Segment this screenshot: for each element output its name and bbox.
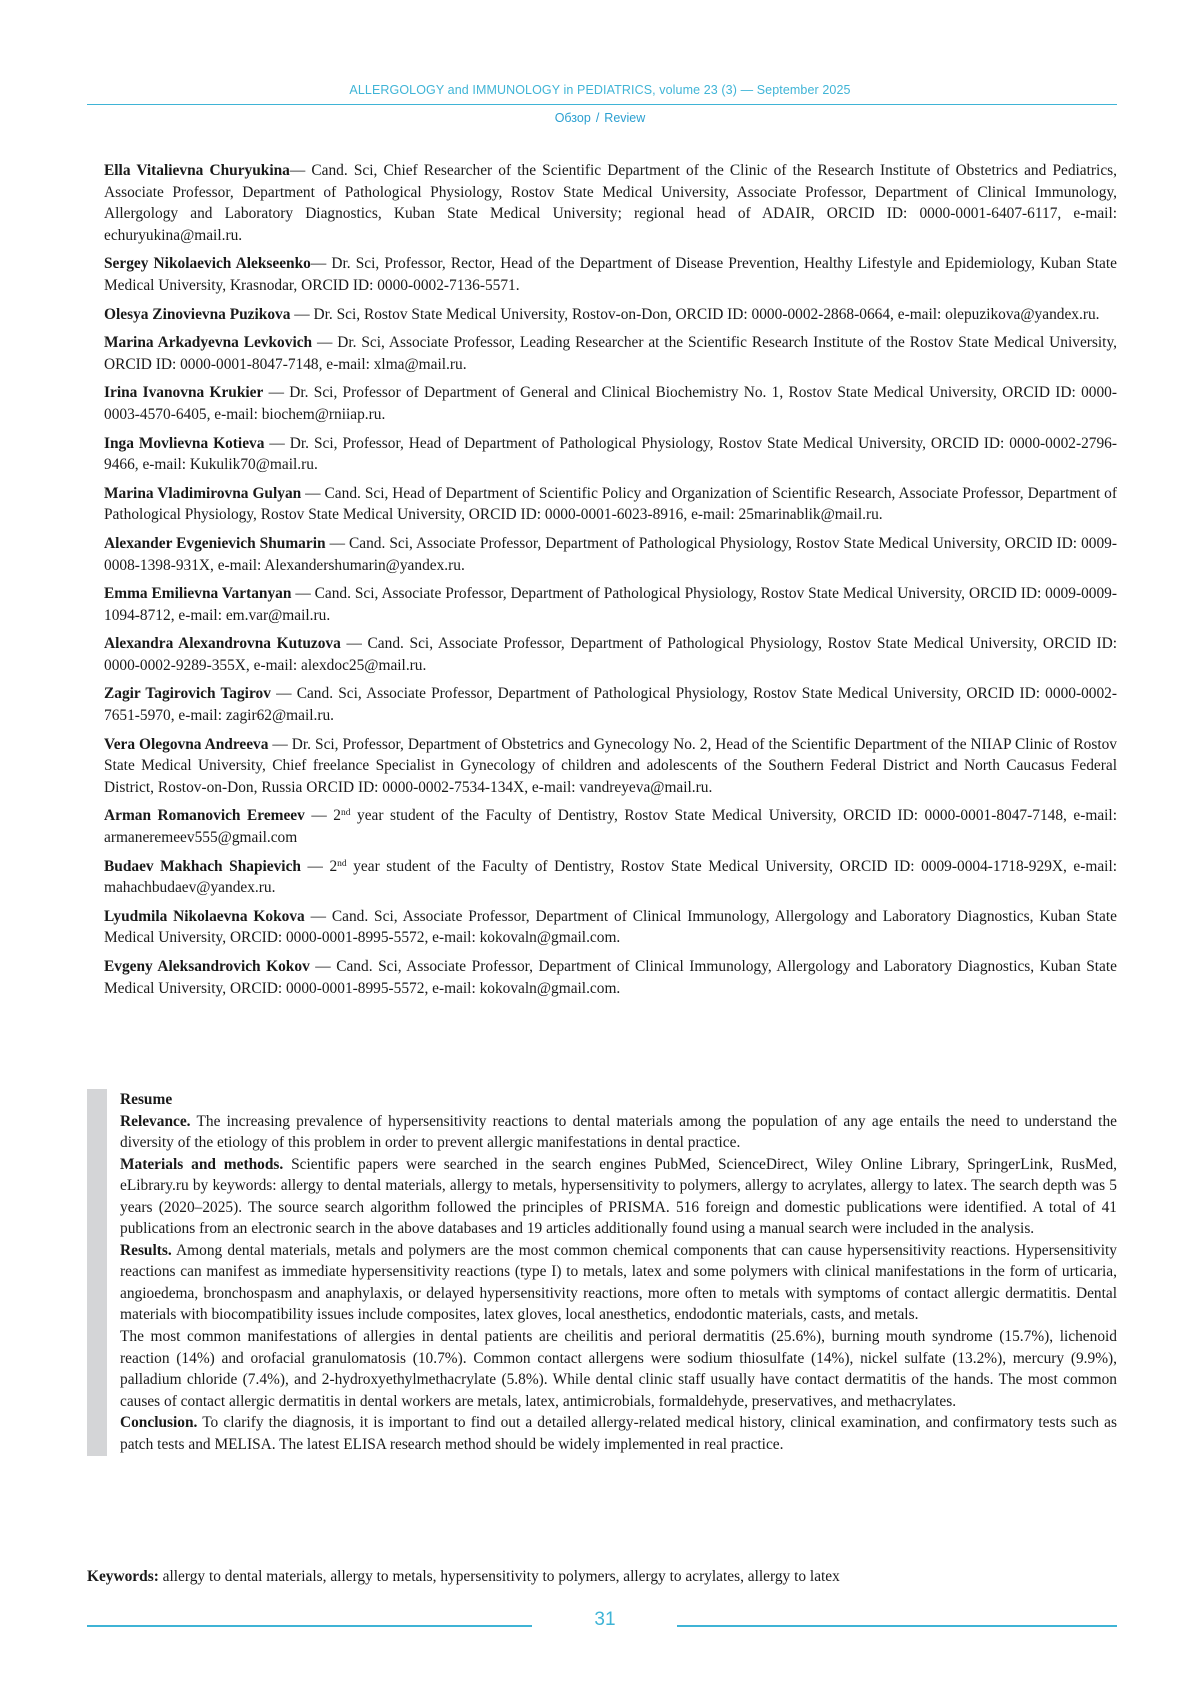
author-name: Inga Movlievna Kotieva [104,434,265,452]
author-entry [104,856,1117,899]
author-name: Arman Romanovich Eremeev [104,807,305,825]
ordinal-suffix: nd [337,858,347,869]
author-name: Ella Vitalievna Churyukina [104,162,290,179]
author-entry [104,956,1117,999]
ordinal-suffix: nd [340,808,351,819]
author-entry [104,683,1117,726]
resume-results-cont: The most common manifestations of allergies in dental patients are cheilitis and perioral dermatitis (25.6%), burning mouth syndrome (15.7%), lichenoid reaction (14%) and orofacial granulomatosis (10.7%). Common contact allergens were sodium thiosulfate (14%), nickel sulfate (13.2%), mercury (9.9%), palladium chloride (7.4%), and 2-hydroxyethylmethacrylate (5.8%). While dental clinic staff usually have contact dermatitis of the hands. The most common causes of contact allergic dermatitis in dental workers are metals, latex, antimicrobials, formaldehyde, preservatives, and methacrylates. [120,1328,1117,1410]
author-details: — Cand. Sci, Associate Professor, Department of Clinical Immunology, Allergology and Laboratory Diagnostics, Kuban State Medical University, ORCID: 0000-0001-8995-5572, e-mail: kokovaln@gmail.com. [104,958,1117,997]
author-details: — Dr. Sci, Associate Professor, Leading Researcher at the Scientific Research Institute of the Rostov State Medical University, ORCID ID: 0000-0001-8047-7148, e-mail: xlma@mail.ru. [104,334,1117,373]
author-details: — Cand. Sci, Chief Researcher of the Scientific Department of the Clinic of the Research Institute of Obstetrics and Pediatrics, Associate Professor, Department of Pathological Physiology, Rostov State Medical University, Associate Professor, Department of Clinical Immunology, Allergology and Laboratory Diagnostics, Kuban State Medical University; regional head of ADAIR, ORCID ID: 0000-0001-6407-6117, e-mail: echuryukina@mail.ru. [104,162,1117,244]
author-name: Vera Olegovna Andreeva [104,735,269,753]
journal-header: ALLERGOLOGY and IMMUNOLOGY in PEDIATRICS, volume 23 (3) — September 2025 [349,83,851,97]
resume-relevance [120,1111,1117,1154]
author-name: Alexander Evgenievich Shumarin [104,534,326,552]
author-details-cont: year student of the Faculty of Dentistry, Rostov State Medical University, ORCID ID: 0000-0001-8047-7148, e-mail: armaneremeev555@gmail.com [104,807,1117,847]
author-name: Irina Ivanovna Krukier [104,384,264,402]
author-details: — Dr. Sci, Professor, Head of Department of Pathological Physiology, Rostov State Medical University, ORCID ID: 0000-0002-2796-9466, e-mail: Kukulik70@mail.ru. [104,434,1117,474]
author-details: — Dr. Sci, Professor, Rector, Head of the Department of Disease Prevention, Healthy Lifestyle and Epidemiology, Kuban State Medical University, Krasnodar, ORCID ID: 0000-0002-7136-5571. [104,255,1117,294]
author-entry [104,160,1117,246]
section-label [0,111,1200,125]
author-name: Marina Arkadyevna Levkovich [104,334,313,352]
author-entry [104,483,1117,526]
author-entry [104,433,1117,476]
author-entry [104,304,1117,326]
footer-divider-left [87,1625,532,1627]
author-details: — Cand. Sci, Associate Professor, Department of Clinical Immunology, Allergology and Laboratory Diagnostics, Kuban State Medical University, ORCID: 0000-0001-8995-5572, e-mail: kokovaln@gmail.com. [104,907,1117,947]
author-list [104,160,1117,1006]
author-details: — Dr. Sci, Professor, Department of Obstetrics and Gynecology No. 2, Head of the Scientific Department of the NIIAP Clinic of Rostov State Medical University, Chief freelance Specialist in Gynecology of children and adolescents of the Southern Federal District and North Caucasus Federal District, Rostov-on-Don, Russia ORCID ID: 0000-0002-7534-134X, e-mail: vandreyeva@mail.ru. [104,735,1117,796]
resume-block [87,1089,1117,1456]
author-entry [104,633,1117,676]
author-details: — 2 [300,857,338,875]
methods-label: Materials and methods. [120,1155,284,1173]
author-details: — Cand. Sci, Associate Professor, Department of Pathological Physiology, Rostov State Medical University, ORCID ID: 0000-0002-7651-5970, e-mail: zagir62@mail.ru. [104,685,1117,725]
author-details: — Cand. Sci, Associate Professor, Department of Pathological Physiology, Rostov State Medical University, ORCID ID: 0009-0009-1094-8712, e-mail: em.var@mail.ru. [104,585,1117,624]
section-label-ru: Обзор [554,111,591,125]
author-entry [104,583,1117,626]
author-details: — Cand. Sci, Head of Department of Scientific Policy and Organization of Scientific Research, Associate Professor, Department of Pathological Physiology, Rostov State Medical University, ORCID ID: 0000-0001-6023-8916, e-mail: 25marinablik@mail.ru. [104,484,1118,524]
conclusion-text: To clarify the diagnosis, it is important to find out a detailed allergy-related medical history, clinical examination, and confirmatory tests such as patch tests and MELISA. The latest ELISA research method should be widely implemented in real practice. [120,1414,1117,1453]
header-divider [87,104,1117,105]
conclusion-label: Conclusion. [120,1414,198,1432]
keywords-line [87,1566,1117,1588]
author-details-cont: year student of the Faculty of Dentistry, Rostov State Medical University, ORCID ID: 0009-0004-1718-929X, e-mail: mahachbudaev@yandex.ru. [104,857,1117,897]
relevance-label: Relevance. [120,1112,191,1130]
relevance-text: The increasing prevalence of hypersensitivity reactions to dental materials among the population of any age entails the need to understand the diversity of the etiology of this problem in order to prevent allergic manifestations in dental practice. [120,1112,1117,1152]
author-name: Marina Vladimirovna Gulyan [104,484,302,502]
author-name: Budaev Makhach Shapievich [104,857,301,875]
page-number: 31 [594,1609,616,1630]
resume-heading: Resume [120,1091,173,1108]
author-entry [104,533,1117,576]
author-details: — Dr. Sci, Professor of Department of General and Clinical Biochemistry No. 1, Rostov State Medical University, ORCID ID: 0000-0003-4570-6405, e-mail: biochem@rniiap.ru. [104,384,1117,423]
resume-results [120,1240,1117,1326]
author-details: — Dr. Sci, Rostov State Medical University, Rostov-on-Don, ORCID ID: 0000-0002-2868-0664, e-mail: olepuzikova@yandex.ru. [290,305,1100,323]
section-label-en: Review [604,111,646,125]
author-entry [104,906,1117,949]
author-name: Evgeny Aleksandrovich Kokov [104,958,310,975]
keywords-text: allergy to dental materials, allergy to metals, hypersensitivity to polymers, allergy to acrylates, allergy to latex [158,1568,840,1585]
resume-methods [120,1154,1117,1240]
author-name: Alexandra Alexandrovna Kutuzova [104,635,341,653]
keywords-label: Keywords: [87,1568,159,1585]
author-details: — 2 [304,807,341,825]
author-name: Zagir Tagirovich Tagirov [104,685,271,703]
author-details: — Cand. Sci, Associate Professor, Department of Pathological Physiology, Rostov State Medical University, ORCID ID: 0000-0002-9289-355X, e-mail: alexdoc25@mail.ru. [104,635,1117,674]
results-text: Among dental materials, metals and polymers are the most common chemical components that can cause hypersensitivity reactions. Hypersensitivity reactions can manifest as immediate hypersensitivity reactions (type I) to metals, latex and some polymers with clinical manifestations in the form of urticaria, angioedema, bronchospasm and anaphylaxis, or delayed hypersensitivity reactions, more often to metals with symptoms of contact allergic dermatitis. Dental materials with biocompatibility issues include composites, latex gloves, local anesthetics, endodontic materials, casts, and metals. [120,1241,1117,1324]
author-name: Lyudmila Nikolaevna Kokova [104,907,305,925]
resume-conclusion [120,1412,1117,1455]
author-entry [104,332,1117,375]
author-name: Olesya Zinovievna Puzikova [104,305,291,323]
author-name: Emma Emilievna Vartanyan [104,585,292,603]
resume-title [120,1089,1117,1111]
author-entry [104,805,1117,848]
author-entry [104,382,1117,425]
results-label: Results. [120,1241,172,1259]
footer-divider-right [677,1625,1117,1627]
section-label-separator: / [595,111,600,125]
methods-text: Scientific papers were searched in the search engines PubMed, ScienceDirect, Wiley Online Library, SpringerLink, RusMed, eLibrary.ru by keywords: allergy to dental materials, allergy to metals, hypersensitivity to polymers, allergy to acrylates, allergy to latex. The search depth was 5 years (2020–2025). The source search algorithm followed the principles of PRISMA. 516 foreign and domestic publications were identified. A total of 41 publications from an electronic search in the above databases and 19 articles additionally found using a manual search were included in the analysis. [120,1155,1118,1238]
author-details: — Cand. Sci, Associate Professor, Department of Pathological Physiology, Rostov State Medical University, ORCID ID: 0009-0008-1398-931X, e-mail: Alexandershumarin@yandex.ru. [104,534,1117,574]
author-entry [104,253,1117,296]
author-name: Sergey Nikolaevich Alekseenko [104,255,311,273]
author-entry [104,734,1117,799]
